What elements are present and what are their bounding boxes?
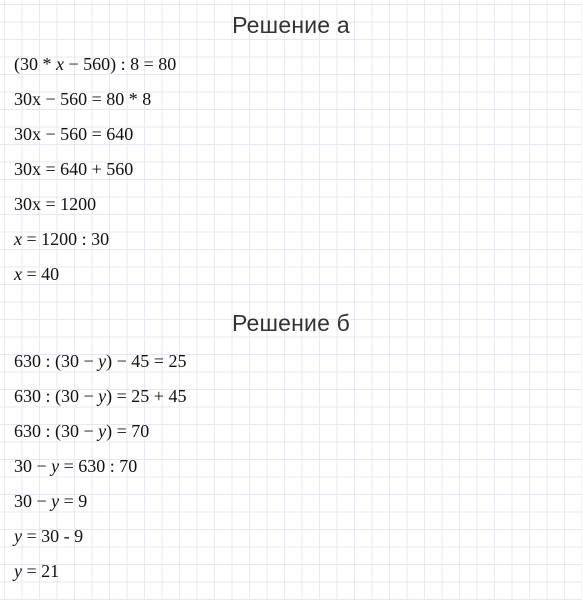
solution-a-line-1: (30 * x − 560) : 8 = 80 bbox=[14, 54, 177, 74]
solution-a-line-7: x = 40 bbox=[14, 264, 60, 284]
solution-a-title: Решение а bbox=[232, 12, 350, 38]
solution-b-line-7: y = 21 bbox=[14, 561, 60, 581]
solution-a-line-2: 30x − 560 = 80 * 8 bbox=[14, 89, 152, 109]
solution-b-line-4: 30 − y = 630 : 70 bbox=[14, 456, 138, 476]
solution-a-line-5: 30x = 1200 bbox=[14, 194, 97, 214]
solution-a-line-3: 30x − 560 = 640 bbox=[14, 124, 134, 144]
solution-b-line-5: 30 − y = 9 bbox=[14, 491, 88, 511]
solution-a-line-6: x = 1200 : 30 bbox=[14, 229, 110, 249]
solution-a-line-4: 30x = 640 + 560 bbox=[14, 159, 134, 179]
solution-b-line-1: 630 : (30 − y) − 45 = 25 bbox=[14, 351, 187, 371]
solution-b-line-2: 630 : (30 − y) = 25 + 45 bbox=[14, 386, 187, 406]
solution-b-line-6: y = 30 - 9 bbox=[14, 526, 84, 546]
solution-b-title: Решение б bbox=[231, 310, 351, 336]
solution-b-line-3: 630 : (30 − y) = 70 bbox=[14, 421, 150, 441]
